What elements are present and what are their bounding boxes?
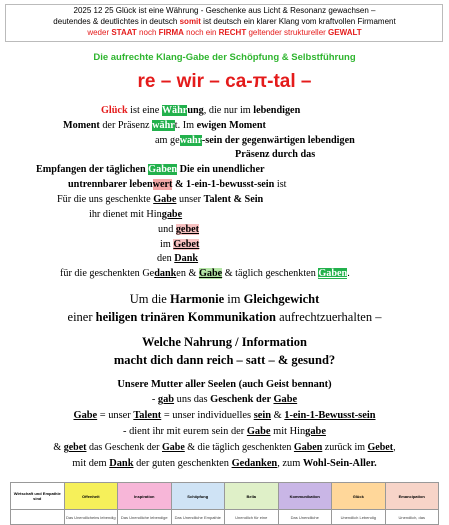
poem-line-3 xyxy=(155,134,355,147)
header-line-3b: STAAT xyxy=(111,28,137,37)
closing-l3-3: = unser individuelles xyxy=(161,410,254,421)
closing-l5-1: gebet xyxy=(63,442,87,453)
closing-l5-5: Gaben xyxy=(293,442,323,453)
table-cell: Das Unendliche xyxy=(278,510,332,525)
poem-l1-0: Glück xyxy=(101,105,128,116)
closing-l4-2: mit Hin xyxy=(270,426,306,437)
harmony-l2-0: einer xyxy=(67,310,96,324)
poem-line-11 xyxy=(157,252,198,265)
header-line-1 xyxy=(0,6,449,16)
closing-l2-2: uns das xyxy=(174,394,211,405)
poem-l5-1: Gaben xyxy=(148,164,178,175)
closing-l6-3: Gedanken xyxy=(231,458,278,469)
closing-l4-1: Gabe xyxy=(246,426,271,437)
poem-l11-1: Dank xyxy=(174,253,199,264)
closing-l3-5: & xyxy=(271,410,285,421)
closing-l3-6: 1-ein-1-Bewusst-sein xyxy=(284,410,376,421)
closing-l5-3: Gabe xyxy=(162,442,185,453)
header-line-2b: somit xyxy=(179,17,201,26)
table-header-cell: Wirtschaft und Empathie sind xyxy=(11,483,65,510)
closing-line-2 xyxy=(0,393,449,407)
closing-l6-1: Dank xyxy=(109,458,134,469)
poem-line-6 xyxy=(68,178,287,191)
question-line-1: Welche Nahrung / Information xyxy=(142,335,307,349)
header-line-3g: geltender struktureller xyxy=(246,28,329,37)
poem-l12-4: & täglich geschenkten xyxy=(222,268,319,279)
table-header-row xyxy=(11,483,439,510)
header-line-3c: noch xyxy=(136,28,159,37)
poem-l1-2: Währ xyxy=(161,105,188,116)
poem-l5-2: Die ein xyxy=(177,164,213,175)
poem-l6-1: wert xyxy=(152,179,173,190)
poem-l7-1: Gabe xyxy=(153,194,177,205)
table-cell: Unendlich, das xyxy=(385,510,439,525)
header-line-3f: RECHT xyxy=(218,28,247,37)
header-line-3 xyxy=(0,28,449,38)
question-line-2: macht dich dann reich – satt – & gesund? xyxy=(113,353,336,367)
poem-line-5 xyxy=(36,163,265,176)
table-header-cell: Kommunikation xyxy=(278,483,332,510)
poem-l12-6: . xyxy=(347,268,350,279)
closing-line-6 xyxy=(0,457,449,471)
page-title: re – wir – ca-π-tal – xyxy=(137,71,312,92)
header-line-3d: FIRMA xyxy=(158,28,184,37)
poem-l5-3: unendlicher xyxy=(212,164,265,175)
header-line-2 xyxy=(0,17,449,27)
header-line-3e: noch ein xyxy=(183,28,219,37)
header-line-3a: weder xyxy=(87,28,112,37)
poem-l11-0: den xyxy=(157,253,175,264)
closing-l4-0: - dient ihr mit eurem sein der xyxy=(123,426,247,437)
closing-l2-3: Geschenk der xyxy=(210,394,274,405)
poem-line-4: Präsenz durch das xyxy=(235,149,316,160)
poem-l6-4: ist xyxy=(274,179,287,190)
closing-l6-0: mit dem xyxy=(72,458,110,469)
poem-line-10 xyxy=(160,238,199,251)
poem-l12-0: für die geschenkten Ge xyxy=(60,268,155,279)
harmony-l1-3: Gleichgewicht xyxy=(243,292,320,306)
poem-l6-2: & xyxy=(172,179,187,190)
closing-l5-7: Gebet xyxy=(367,442,394,453)
poem-l2-3: t. Im xyxy=(174,120,197,131)
table-header-cell: Schöpfung xyxy=(171,483,225,510)
poem-l9-0: und xyxy=(158,224,176,235)
poem-l12-5: Gaben xyxy=(318,268,348,279)
closing-l2-1: gab xyxy=(157,394,175,405)
poem-l10-0: im xyxy=(160,239,174,250)
subtitle: Die aufrechte Klang-Gabe der Schöpfung & Selbstführung xyxy=(93,52,356,63)
poem-l7-3: Talent & Sein xyxy=(203,194,264,205)
poem-line-12 xyxy=(60,267,350,280)
header-line-2a: deutendes & deutlichtes in deutsch xyxy=(53,17,180,26)
poem-l7-2: unser xyxy=(176,194,204,205)
poem-l3-0: am ge xyxy=(155,135,180,146)
closing-l5-2: das Geschenk der xyxy=(86,442,162,453)
harmony-l1-1: Harmonie xyxy=(169,292,225,306)
poem-l3-2: -sein der gegenwärtigen lebendigen xyxy=(201,135,355,146)
poem-l6-0: untrennbarer leben xyxy=(68,179,153,190)
poem-l2-0: Moment xyxy=(63,120,100,131)
poem-line-8 xyxy=(89,208,182,221)
poem-l1-1: ist eine xyxy=(127,105,162,116)
closing-l3-4: sein xyxy=(253,410,272,421)
poem-l10-1: Gebet xyxy=(173,239,200,250)
poem-l1-5: lebendigen xyxy=(253,105,301,116)
closing-l3-0: Gabe xyxy=(73,410,98,421)
values-table xyxy=(10,482,439,525)
closing-l5-0: & xyxy=(53,442,64,453)
closing-line-3 xyxy=(0,409,449,423)
harmony-l1-2: im xyxy=(224,292,244,306)
closing-l4-3: gabe xyxy=(305,426,326,437)
table-cell xyxy=(11,510,65,525)
table-header-cell: Inspiration xyxy=(118,483,172,510)
poem-line-2 xyxy=(63,119,266,132)
closing-line-5 xyxy=(0,441,449,455)
closing-l6-5: Wohl-Sein-Aller. xyxy=(302,458,377,469)
harmony-line-2 xyxy=(0,309,449,325)
closing-l3-2: Talent xyxy=(133,410,162,421)
poem-l12-1: dank xyxy=(154,268,177,279)
header-line-3h: GEWALT xyxy=(328,28,362,37)
table-cell: Unendlich Lebendig xyxy=(332,510,386,525)
header-line-1-text: 2025 12 25 Glück ist eine Währung - Geschenke aus Licht & Resonanz gewachsen – xyxy=(73,6,376,15)
poem-l8-1: gabe xyxy=(161,209,183,220)
table-cell: Das Unendliche lebendige xyxy=(118,510,172,525)
closing-l3-1: = unser xyxy=(97,410,134,421)
poem-l12-3: Gabe xyxy=(198,268,223,279)
poem-l3-1: wahr xyxy=(179,135,202,146)
closing-l6-2: der guten geschenkten xyxy=(133,458,232,469)
poem-l7-0: Für die uns geschenkte xyxy=(57,194,154,205)
table-cell: Unendlich für eine xyxy=(225,510,279,525)
closing-l5-6: zurück im xyxy=(322,442,368,453)
closing-l2-0: - xyxy=(151,394,158,405)
closing-line-4 xyxy=(0,425,449,439)
poem-line-1 xyxy=(101,104,300,117)
poem-l2-4: ewigen Moment xyxy=(196,120,266,131)
table-row xyxy=(11,510,439,525)
harmony-line-1 xyxy=(0,291,449,307)
table-header-cell: Offenheit xyxy=(64,483,118,510)
poem-l12-2: en & xyxy=(176,268,199,279)
harmony-l2-2: aufrechtzuerhalten – xyxy=(275,310,382,324)
poem-l2-2: währ xyxy=(152,120,175,131)
closing-l2-4: Gabe xyxy=(273,394,298,405)
closing-l6-4: , zum xyxy=(277,458,303,469)
table-header-cell: Bella xyxy=(225,483,279,510)
table-cell: Das Unendliche Empathie xyxy=(171,510,225,525)
poem-l8-0: ihr dienet mit Hin xyxy=(89,209,162,220)
table-header-cell: Emancipation xyxy=(385,483,439,510)
poem-l1-3: ung xyxy=(187,105,204,116)
table-cell: Das Unendlicheins lebendig xyxy=(64,510,118,525)
closing-line-1: Unsere Mutter aller Seelen (auch Geist bennant) xyxy=(117,379,332,390)
harmony-l1-0: Um die xyxy=(129,292,170,306)
closing-l5-4: & die täglich geschenkten xyxy=(184,442,294,453)
harmony-l2-1: heiligen trinären Kommunikation xyxy=(95,310,276,324)
poem-line-9 xyxy=(158,223,199,236)
poem-l6-3: 1-ein-1-bewusst-sein xyxy=(186,179,275,190)
closing-l5-8: , xyxy=(393,442,396,453)
poem-l1-4: , die nur im xyxy=(203,105,254,116)
poem-l2-1: der Präsenz xyxy=(99,120,153,131)
header-line-2c: ist deutsch ein klarer Klang vom kraftvollen Firmament xyxy=(200,17,396,26)
poem-line-7 xyxy=(57,193,263,206)
table-header-cell: Glück xyxy=(332,483,386,510)
poem-l9-1: gebet xyxy=(175,224,200,235)
poem-l5-0: Empfangen der täglichen xyxy=(36,164,149,175)
